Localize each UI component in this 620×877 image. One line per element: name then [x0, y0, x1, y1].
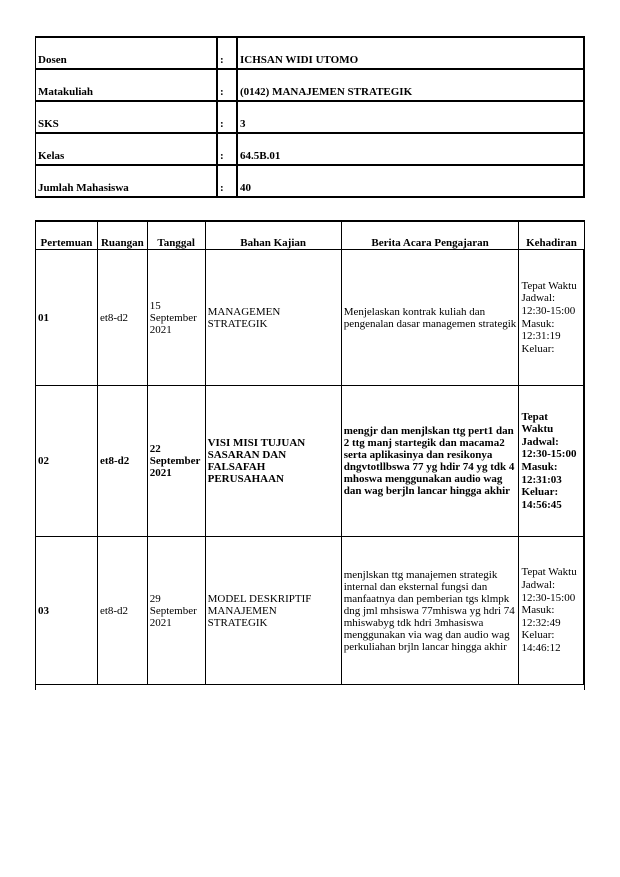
info-row-sks [36, 101, 585, 133]
cell-tanggal: 29 September 2021 [147, 537, 205, 685]
info-separator: : [217, 165, 237, 197]
header-bahan-kajian: Bahan Kajian [205, 221, 341, 250]
cell-pertemuan: 02 [36, 386, 98, 537]
cell-bahan-kajian: VISI MISI TUJUAN SASARAN DAN FALSAFAH PERUSAHAAN [205, 386, 341, 537]
course-info-table [35, 36, 585, 198]
table-row [36, 537, 585, 685]
cell-kehadiran: Tepat Waktu Jadwal: 12:30-15:00 Masuk: 12:31:03 Keluar: 14:56:45 [519, 386, 584, 537]
cell-berita-acara: mengjr dan menjlskan ttg pert1 dan 2 ttg manj startegik dan macama2 serta aplikasinya dan resikonya dngvtotllbswa 77 yg hdir 74 yg tdk 4 mhoswa menggunakan audio wag dan wag berjln lancar hingga akhir [341, 386, 519, 537]
cell-pertemuan: 03 [36, 537, 98, 685]
header-ruangan: Ruangan [97, 221, 147, 250]
cell-ruangan: et8-d2 [97, 386, 147, 537]
cell-berita-acara: menjlskan ttg manajemen strategik internal dan eksternal fungsi dan manfaatnya dan pemberian tgs klmpk dng jml mhsiswa 77mhiswa yg hdri 74 mhiswabyg tdk hdri 3mhasiswa menggunakan via wag dan audio wag perkuliahan brjln lancar hingga akhir [341, 537, 519, 685]
info-separator: : [217, 37, 237, 69]
info-separator: : [217, 101, 237, 133]
info-separator: : [217, 69, 237, 101]
cell-kehadiran: Tepat Waktu Jadwal: 12:30-15:00 Masuk: 12:32:49 Keluar: 14:46:12 [519, 537, 584, 685]
info-row-dosen [36, 37, 585, 69]
info-row-kelas [36, 133, 585, 165]
info-value-kelas: 64.5B.01 [237, 133, 584, 165]
cell-tanggal: 15 September 2021 [147, 250, 205, 386]
info-value-dosen: ICHSAN WIDI UTOMO [237, 37, 584, 69]
info-label: Jumlah Mahasiswa [36, 165, 218, 197]
cell-berita-acara: Menjelaskan kontrak kuliah dan pengenalan dasar managemen strategik [341, 250, 519, 386]
header-pertemuan: Pertemuan [36, 221, 98, 250]
cell-kehadiran: Tepat Waktu Jadwal: 12:30-15:00 Masuk: 12:31:19 Keluar: [519, 250, 584, 386]
cell-ruangan: et8-d2 [97, 537, 147, 685]
table-row [36, 250, 585, 386]
info-row-matakuliah [36, 69, 585, 101]
header-tanggal: Tanggal [147, 221, 205, 250]
info-separator: : [217, 133, 237, 165]
info-label: Kelas [36, 133, 218, 165]
info-row-jumlah-mahasiswa [36, 165, 585, 197]
cell-pertemuan: 01 [36, 250, 98, 386]
table-header-row [36, 221, 585, 250]
info-value-jumlah-mahasiswa: 40 [237, 165, 584, 197]
table-continuation-left [35, 682, 37, 690]
cell-bahan-kajian: MODEL DESKRIPTIF MANAJEMEN STRATEGIK [205, 537, 341, 685]
info-label: Dosen [36, 37, 218, 69]
table-continuation-right [584, 682, 586, 690]
table-row [36, 386, 585, 537]
header-kehadiran: Kehadiran [519, 221, 584, 250]
info-value-sks: 3 [237, 101, 584, 133]
cell-bahan-kajian: MANAGEMEN STRATEGIK [205, 250, 341, 386]
header-berita-acara: Berita Acara Pengajaran [341, 221, 519, 250]
meeting-schedule-table [35, 220, 585, 685]
cell-tanggal: 22 September 2021 [147, 386, 205, 537]
info-label: Matakuliah [36, 69, 218, 101]
info-label: SKS [36, 101, 218, 133]
info-value-matakuliah: (0142) MANAJEMEN STRATEGIK [237, 69, 584, 101]
cell-ruangan: et8-d2 [97, 250, 147, 386]
